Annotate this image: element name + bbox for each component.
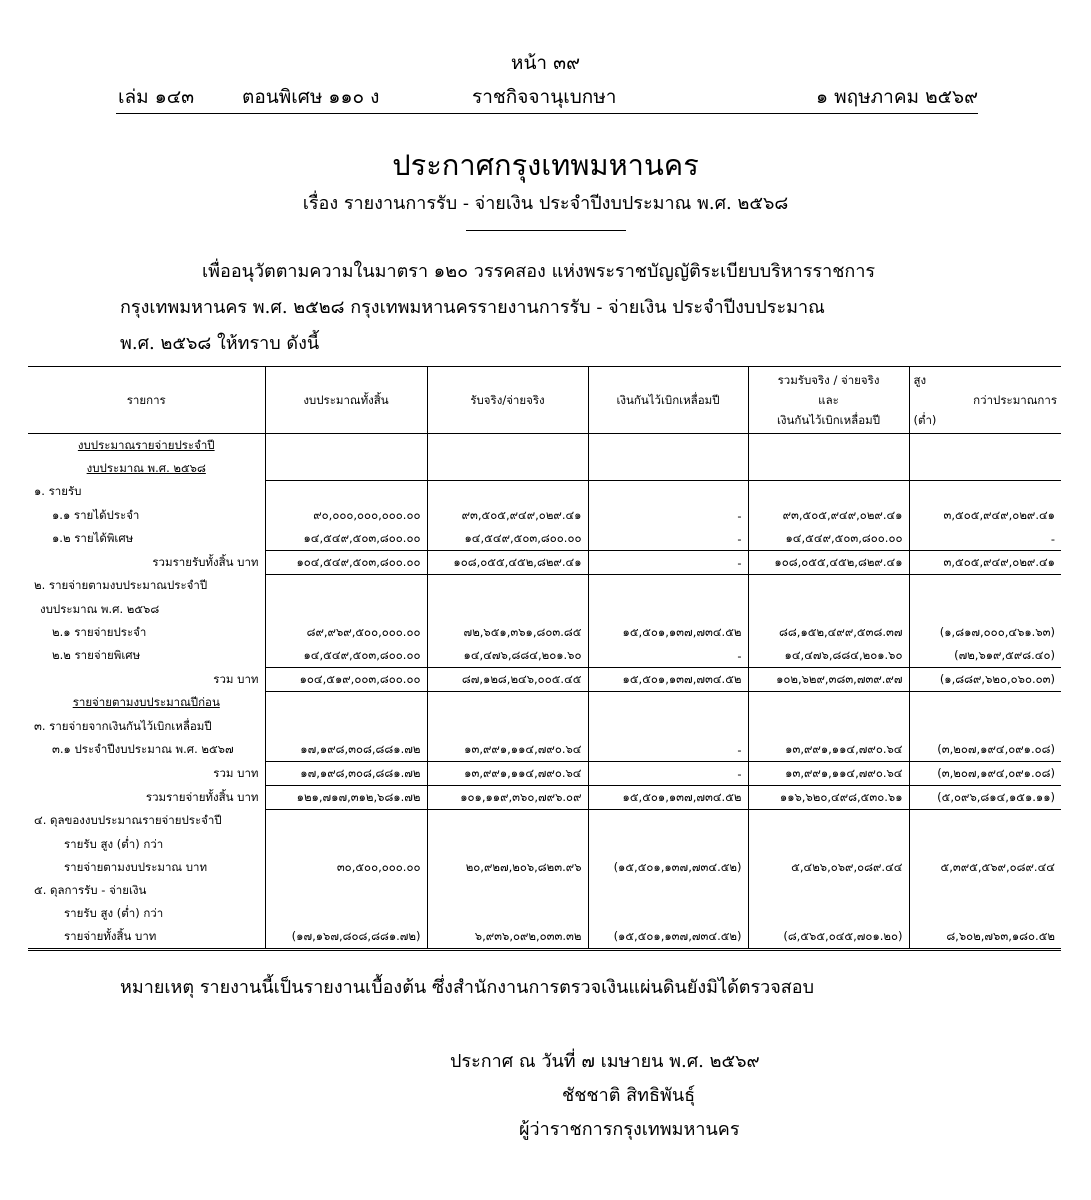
cell-value: ๘๙,๙๖๙,๕๐๐,๐๐๐.๐๐: [265, 621, 427, 644]
cell-value: ๙๓,๕๐๕,๙๔๙,๐๒๙.๔๑: [427, 504, 588, 527]
cell-value: (๑,๘๑๗,๐๐๐,๔๖๑.๖๓): [909, 621, 1061, 644]
table-row: [28, 457, 1061, 481]
header-text: รายการ: [126, 393, 166, 407]
header-text: รับจริง/จ่ายจริง: [470, 393, 545, 407]
cell-value: [427, 598, 588, 621]
cell-value: ๑๕,๕๐๑,๑๓๗,๗๓๔.๕๒: [588, 786, 748, 810]
cell-value: [427, 810, 588, 834]
cell-value: -: [588, 504, 748, 527]
cell-value: [427, 575, 588, 599]
cell-value: [909, 598, 1061, 621]
cell-value: ๑๗,๑๙๘,๓๐๘,๘๘๑.๗๒: [265, 762, 427, 786]
cell-value: [265, 434, 427, 458]
intro-line: เพื่ออนุวัตตามความในมาตรา ๑๒๐ วรรคสอง แห่งพระราชบัญญัติระเบียบบริหารราชการ: [202, 261, 876, 282]
cell-value: [588, 902, 748, 925]
cell-value: [748, 457, 909, 481]
cell-value: [909, 575, 1061, 599]
cell-value: (๑๕,๕๐๑,๑๓๗,๗๓๔.๕๒): [588, 856, 748, 879]
row-label: รวม บาท: [28, 668, 265, 692]
header-text: รวมรับจริง / จ่ายจริง: [777, 373, 880, 387]
cell-value: [588, 715, 748, 738]
cell-value: [588, 457, 748, 481]
announcement-date: ประกาศ ณ วันที่ ๗ เมษายน พ.ศ. ๒๕๖๙: [450, 1051, 760, 1072]
row-label: รายจ่ายตามงบประมาณ บาท: [28, 856, 265, 879]
cell-value: ๑๓,๙๙๑,๑๑๔,๗๙๐.๖๔: [427, 762, 588, 786]
cell-value: [909, 833, 1061, 856]
row-label: ๒. รายจ่ายตามงบประมาณประจำปี: [28, 575, 265, 599]
cell-value: ๑๓,๙๙๑,๑๑๔,๗๙๐.๖๔: [427, 738, 588, 762]
cell-value: ๙๓,๕๐๕,๙๔๙,๐๒๙.๔๑: [748, 504, 909, 527]
table-row: [28, 551, 1061, 575]
cell-value: -: [588, 644, 748, 668]
table-row: [28, 692, 1061, 716]
row-label: รวมรายจ่ายทั้งสิ้น บาท: [28, 786, 265, 810]
cell-value: [748, 434, 909, 458]
section-label: ตอนพิเศษ ๑๑๐ ง: [242, 86, 380, 108]
cell-value: [748, 715, 909, 738]
intro-line: กรุงเทพมหานคร พ.ศ. ๒๕๒๘ กรุงเทพมหานครรายงานการรับ - จ่ายเงิน ประจำปีงบประมาณ: [120, 297, 825, 318]
table-row: [28, 575, 1061, 599]
cell-value: ๑๔,๕๔๙,๕๐๓,๘๐๐.๐๐: [427, 527, 588, 551]
table-row: [28, 434, 1061, 458]
cell-value: [748, 598, 909, 621]
cell-value: (๓,๒๐๗,๑๙๔,๐๙๑.๐๘): [909, 738, 1061, 762]
cell-value: -: [588, 762, 748, 786]
row-label: งบประมาณรายจ่ายประจำปี: [28, 434, 265, 458]
header-text: (ต่ำ): [913, 413, 937, 427]
table-row: [28, 925, 1061, 950]
row-label: ๑.๑ รายได้ประจำ: [28, 504, 265, 527]
table-row: [28, 621, 1061, 644]
cell-value: ๑๔,๕๔๙,๕๐๓,๘๐๐.๐๐: [265, 644, 427, 668]
table-row: [28, 810, 1061, 834]
gazette-date: ๑ พฤษภาคม ๒๕๖๙: [815, 86, 978, 108]
table-row: [28, 786, 1061, 810]
announcement-title: ประกาศกรุงเทพมหานคร: [392, 148, 699, 182]
cell-value: ๑๐๔,๕๔๙,๕๐๓,๘๐๐.๐๐: [265, 551, 427, 575]
cell-value: [427, 692, 588, 716]
cell-value: [748, 902, 909, 925]
volume-label: เล่ม ๑๔๓: [118, 86, 195, 108]
cell-value: ๑๓,๙๙๑,๑๑๔,๗๙๐.๖๔: [748, 738, 909, 762]
header-text: เงินกันไว้เบิกเหลื่อมปี: [776, 413, 880, 427]
table-row: [28, 644, 1061, 668]
cell-value: [588, 833, 748, 856]
cell-value: -: [588, 738, 748, 762]
cell-value: (๑,๘๘๙,๖๒๐,๐๖๐.๐๓): [909, 668, 1061, 692]
table-row: [28, 504, 1061, 527]
col-header-actual: [427, 367, 588, 434]
cell-value: ๘๗,๑๒๘,๒๔๖,๐๐๕.๔๕: [427, 668, 588, 692]
cell-value: [265, 902, 427, 925]
cell-value: ๑๔,๕๔๙,๕๐๓,๘๐๐.๐๐: [748, 527, 909, 551]
cell-value: [588, 481, 748, 505]
signatory-name: ชัชชาติ สิทธิพันธุ์: [562, 1085, 696, 1106]
col-header-variance: [909, 367, 1061, 434]
cell-value: ๒๐,๙๒๗,๒๐๖,๘๒๓.๙๖: [427, 856, 588, 879]
row-label: งบประมาณ พ.ศ. ๒๕๖๘: [28, 457, 265, 481]
cell-value: [265, 457, 427, 481]
cell-value: [427, 715, 588, 738]
cell-value: [427, 457, 588, 481]
cell-value: ๑๕,๕๐๑,๑๓๗,๗๓๔.๕๒: [588, 668, 748, 692]
cell-value: -: [588, 527, 748, 551]
announcement-subject: เรื่อง รายงานการรับ - จ่ายเงิน ประจำปีงบประมาณ พ.ศ. ๒๕๖๘: [302, 193, 789, 214]
cell-value: [748, 833, 909, 856]
table-row: [28, 902, 1061, 925]
table-row: [28, 738, 1061, 762]
table-row: [28, 598, 1061, 621]
row-label: ๑.๒ รายได้พิเศษ: [28, 527, 265, 551]
row-label: ๓.๑ ประจำปีงบประมาณ พ.ศ. ๒๕๖๗: [28, 738, 265, 762]
cell-value: [427, 434, 588, 458]
cell-value: ๑๕,๕๐๑,๑๓๗,๗๓๔.๕๒: [588, 621, 748, 644]
cell-value: ๑๔,๔๗๖,๘๘๔,๒๐๑.๖๐: [748, 644, 909, 668]
gazette-name: ราชกิจจานุเบกษา: [472, 86, 617, 108]
cell-value: [427, 902, 588, 925]
cell-value: [265, 575, 427, 599]
table-row: [28, 879, 1061, 902]
cell-value: ๑๒๑,๗๑๗,๓๑๒,๖๘๑.๗๒: [265, 786, 427, 810]
table-row: [28, 762, 1061, 786]
cell-value: (๓,๒๐๗,๑๙๔,๐๙๑.๐๘): [909, 762, 1061, 786]
receipts-expenditure-table: [28, 366, 1061, 951]
row-label: ๔. ดุลของงบประมาณรายจ่ายประจำปี: [28, 810, 265, 834]
cell-value: [909, 692, 1061, 716]
cell-value: ๘,๖๐๒,๗๖๓,๑๘๐.๕๒: [909, 925, 1061, 950]
cell-value: [427, 833, 588, 856]
cell-value: [909, 715, 1061, 738]
row-label: รายรับ สูง (ต่ำ) กว่า: [28, 833, 265, 856]
header-text: เงินกันไว้เบิกเหลื่อมปี: [616, 393, 720, 407]
table-row: [28, 527, 1061, 551]
cell-value: ๑๐๘,๐๕๕,๔๕๒,๘๒๙.๔๑: [748, 551, 909, 575]
cell-value: ๑๔,๔๗๖,๘๘๔,๒๐๑.๖๐: [427, 644, 588, 668]
header-text: งบประมาณทั้งสิ้น: [303, 393, 389, 407]
intro-line: พ.ศ. ๒๕๖๘ ให้ทราบ ดังนี้: [120, 333, 320, 354]
cell-value: [265, 692, 427, 716]
cell-value: [265, 833, 427, 856]
cell-value: ๑๗,๑๙๘,๓๐๘,๘๘๑.๗๒: [265, 738, 427, 762]
col-header-budget: [265, 367, 427, 434]
cell-value: [588, 434, 748, 458]
cell-value: (๘,๕๖๕,๐๔๕,๗๐๑.๒๐): [748, 925, 909, 950]
cell-value: [909, 481, 1061, 505]
table-row: [28, 833, 1061, 856]
row-label: รายจ่ายตามงบประมาณปีก่อน: [28, 692, 265, 716]
cell-value: ๓,๕๐๕,๙๔๙,๐๒๙.๔๑: [909, 504, 1061, 527]
cell-value: [588, 598, 748, 621]
cell-value: ๕,๓๙๕,๕๖๙,๐๘๙.๔๔: [909, 856, 1061, 879]
cell-value: ๗๒,๖๕๑,๓๖๑,๘๐๓.๘๕: [427, 621, 588, 644]
cell-value: [588, 810, 748, 834]
cell-value: ๑๐๒,๖๒๙,๓๘๓,๗๓๙.๙๗: [748, 668, 909, 692]
intro-paragraph: [120, 254, 980, 362]
row-label: ๒.๑ รายจ่ายประจำ: [28, 621, 265, 644]
col-header-carryover: [588, 367, 748, 434]
row-label: ๓. รายจ่ายจากเงินกันไว้เบิกเหลื่อมปี: [28, 715, 265, 738]
cell-value: ๙๐,๐๐๐,๐๐๐,๐๐๐.๐๐: [265, 504, 427, 527]
cell-value: (๑๗,๑๖๗,๘๐๘,๘๘๑.๗๒): [265, 925, 427, 950]
cell-value: [427, 481, 588, 505]
cell-value: ๑๐๑,๑๑๙,๓๖๐,๗๙๖.๐๙: [427, 786, 588, 810]
cell-value: ๕,๔๒๖,๐๖๙,๐๘๙.๔๔: [748, 856, 909, 879]
header-text: สูง: [913, 373, 927, 387]
cell-value: [265, 879, 427, 902]
cell-value: [588, 575, 748, 599]
cell-value: ๑๔,๕๔๙,๕๐๓,๘๐๐.๐๐: [265, 527, 427, 551]
cell-value: ๑๓,๙๙๑,๑๑๔,๗๙๐.๖๔: [748, 762, 909, 786]
cell-value: (๕,๐๙๖,๘๑๔,๑๕๑.๑๑): [909, 786, 1061, 810]
header-text: กว่าประมาณการ: [973, 393, 1057, 407]
table-header-row: [28, 367, 1061, 434]
cell-value: [427, 879, 588, 902]
page-number: หน้า ๓๙: [510, 52, 581, 74]
cell-value: [265, 810, 427, 834]
row-label: ๕. ดุลการรับ - จ่ายเงิน: [28, 879, 265, 902]
cell-value: [909, 457, 1061, 481]
cell-value: -: [909, 527, 1061, 551]
cell-value: [265, 715, 427, 738]
cell-value: ๑๐๘,๐๕๕,๔๕๒,๘๒๙.๔๑: [427, 551, 588, 575]
cell-value: [909, 434, 1061, 458]
cell-value: (๗๒,๖๑๙,๕๙๘.๔๐): [909, 644, 1061, 668]
header-text: และ: [818, 393, 839, 407]
cell-value: [748, 692, 909, 716]
cell-value: [748, 810, 909, 834]
row-label: ๑. รายรับ: [28, 481, 265, 505]
cell-value: (๑๕,๕๐๑,๑๓๗,๗๓๔.๕๒): [588, 925, 748, 950]
cell-value: ๓,๕๐๕,๙๔๙,๐๒๙.๔๑: [909, 551, 1061, 575]
cell-value: ๑๐๔,๕๑๙,๐๐๓,๘๐๐.๐๐: [265, 668, 427, 692]
cell-value: ๖,๙๓๖,๐๙๒,๐๓๓.๓๒: [427, 925, 588, 950]
table-row: [28, 481, 1061, 505]
cell-value: ๘๘,๑๕๒,๔๙๙,๕๓๘.๓๗: [748, 621, 909, 644]
row-label: งบประมาณ พ.ศ. ๒๕๖๘: [28, 598, 265, 621]
subject-divider: [466, 230, 626, 231]
signatory-position: ผู้ว่าราชการกรุงเทพมหานคร: [519, 1119, 740, 1140]
cell-value: [909, 810, 1061, 834]
cell-value: -: [588, 551, 748, 575]
cell-value: [909, 879, 1061, 902]
col-header-total: [748, 367, 909, 434]
remark-note: หมายเหตุ รายงานนี้เป็นรายงานเบื้องต้น ซึ่งสำนักงานการตรวจเงินแผ่นดินยังมิได้ตรวจสอบ: [120, 977, 815, 998]
cell-value: [265, 481, 427, 505]
header-divider: [116, 113, 978, 114]
cell-value: [748, 879, 909, 902]
cell-value: ๓๐,๕๐๐,๐๐๐.๐๐: [265, 856, 427, 879]
table-row: [28, 715, 1061, 738]
row-label: รายจ่ายทั้งสิ้น บาท: [28, 925, 265, 950]
cell-value: [748, 575, 909, 599]
row-label: รวม บาท: [28, 762, 265, 786]
row-label: ๒.๒ รายจ่ายพิเศษ: [28, 644, 265, 668]
cell-value: [588, 879, 748, 902]
row-label: รายรับ สูง (ต่ำ) กว่า: [28, 902, 265, 925]
cell-value: ๑๑๖,๖๒๐,๔๙๘,๕๓๐.๖๑: [748, 786, 909, 810]
row-label: รวมรายรับทั้งสิ้น บาท: [28, 551, 265, 575]
table-row: [28, 856, 1061, 879]
cell-value: [909, 902, 1061, 925]
table-row: [28, 668, 1061, 692]
cell-value: [748, 481, 909, 505]
cell-value: [265, 598, 427, 621]
col-header-item: [28, 367, 265, 434]
cell-value: [588, 692, 748, 716]
